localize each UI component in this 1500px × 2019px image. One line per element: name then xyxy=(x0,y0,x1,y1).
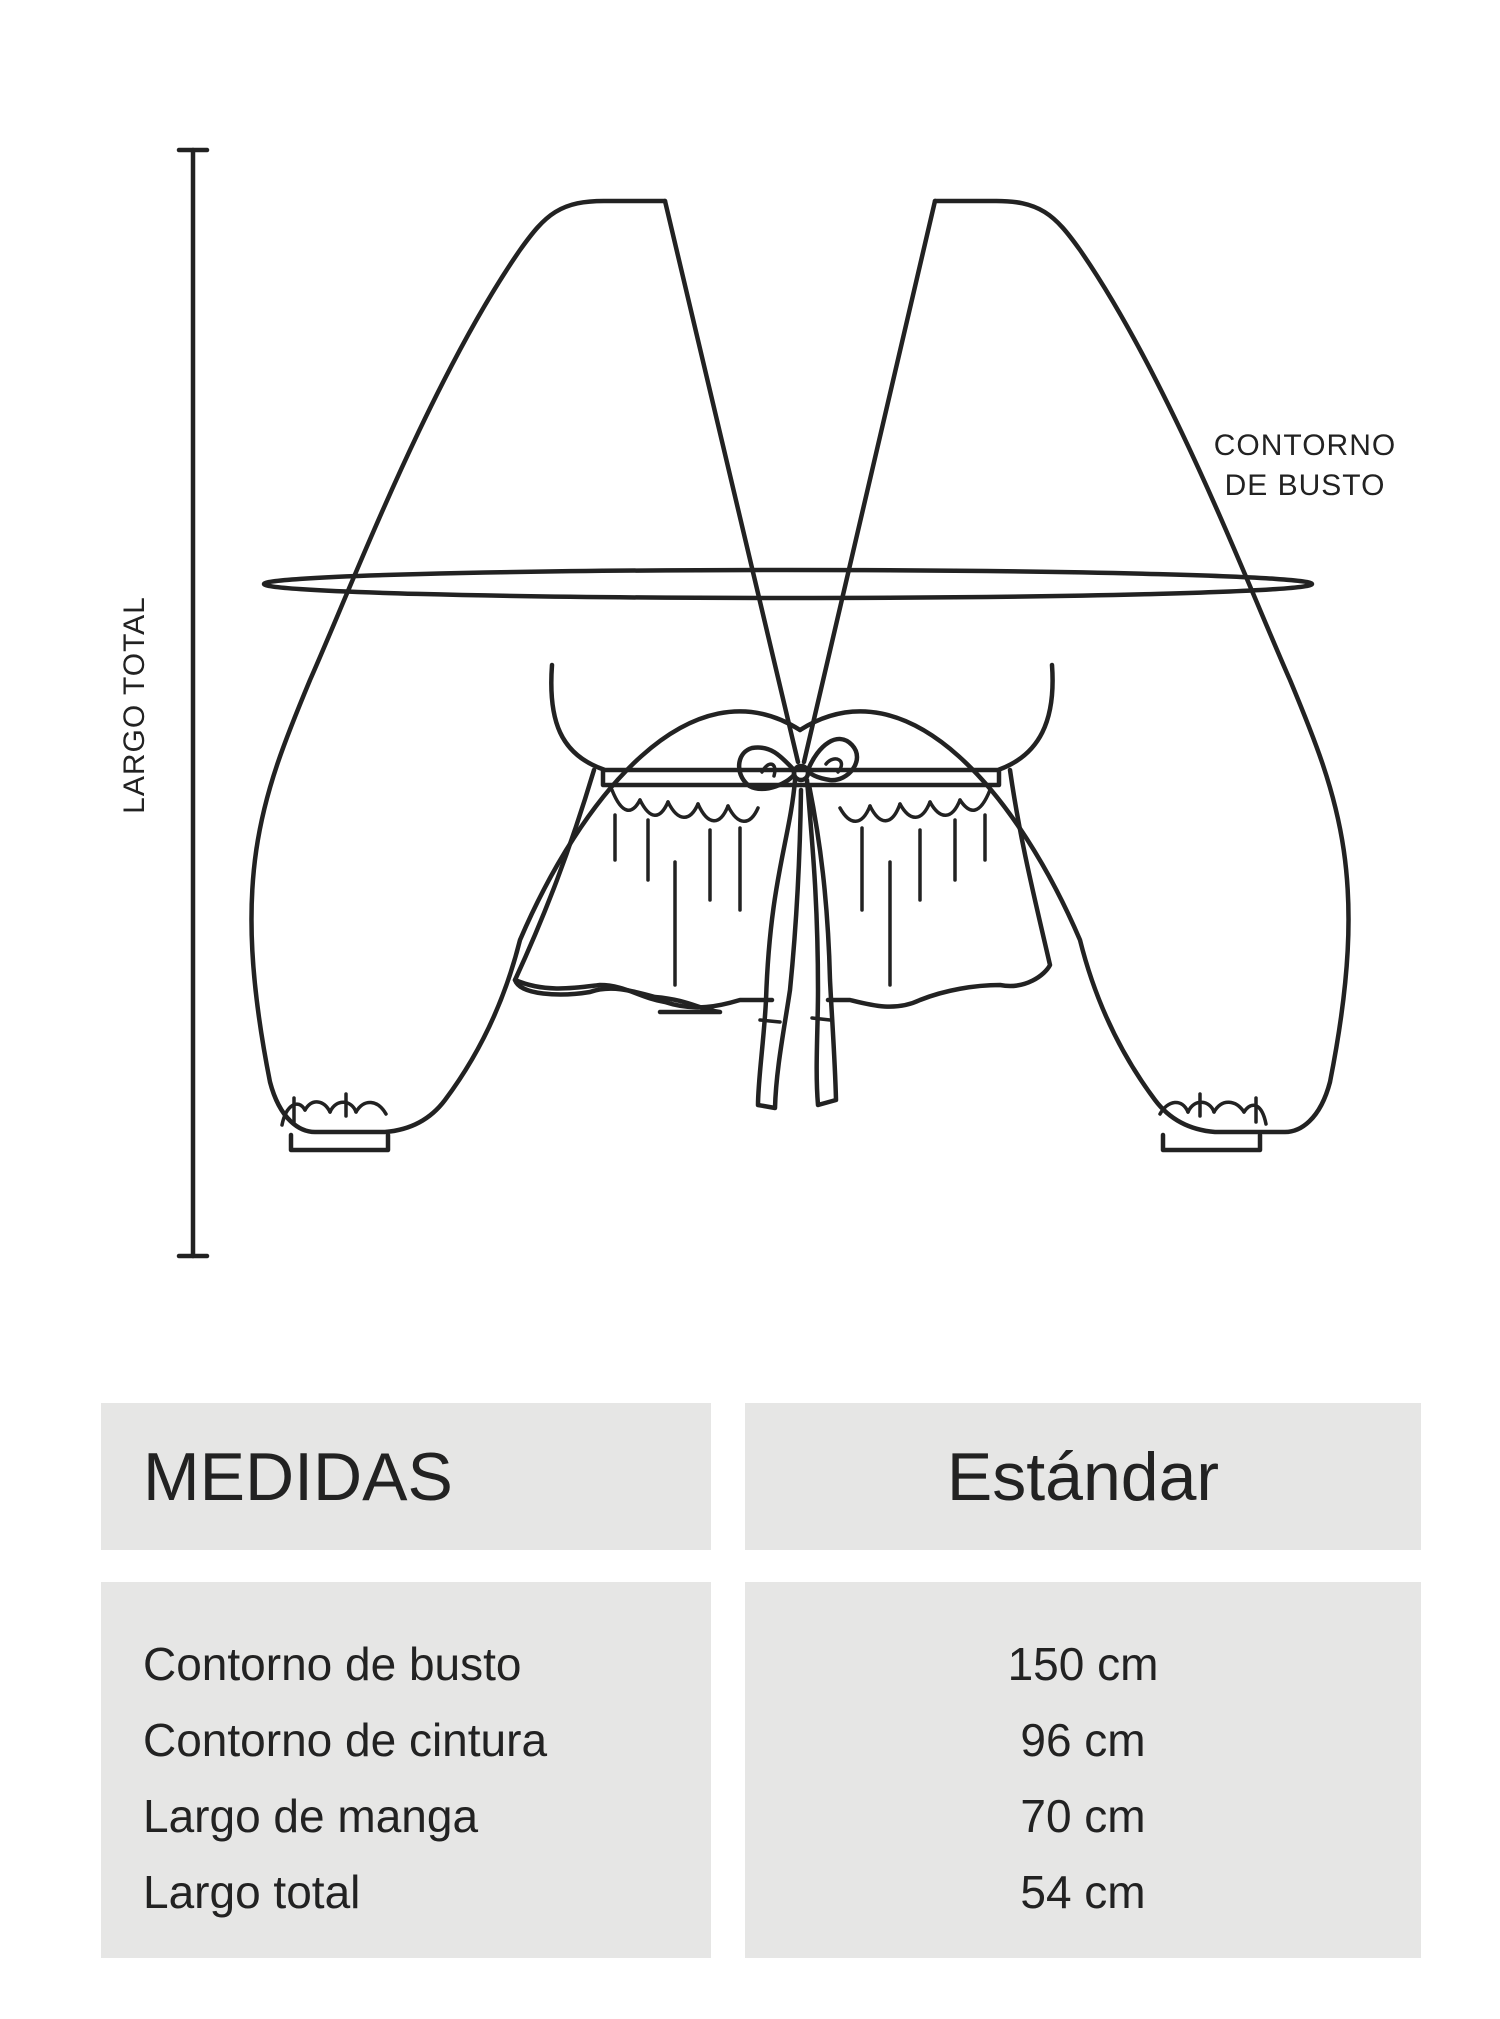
bodice-back xyxy=(551,665,1052,770)
measures-header: MEDIDAS xyxy=(143,1439,453,1515)
measure-value-waist: 96 cm xyxy=(1020,1714,1146,1766)
bust-contour-label xyxy=(1170,426,1440,506)
measure-names-list xyxy=(101,1626,711,1930)
measure-value-total-length: 54 cm xyxy=(1020,1866,1146,1918)
length-dimension-line xyxy=(179,150,207,1256)
measure-name-waist: Contorno de cintura xyxy=(143,1714,548,1766)
bust-label-line2: DE BUSTO xyxy=(1224,469,1386,502)
measures-header-cell xyxy=(101,1403,711,1550)
bust-measure-ellipse xyxy=(264,570,1312,598)
bow xyxy=(739,739,857,1108)
left-sleeve-inner xyxy=(665,201,798,762)
measure-value-sleeve: 70 cm xyxy=(1020,1790,1146,1842)
measure-values-cell xyxy=(745,1582,1421,1958)
measure-names-cell xyxy=(101,1582,711,1958)
left-cuff xyxy=(291,1135,388,1150)
measure-name-total-length: Largo total xyxy=(143,1866,361,1918)
size-header-cell xyxy=(745,1403,1421,1550)
measure-values-list xyxy=(745,1626,1421,1930)
measure-value-bust: 150 cm xyxy=(1007,1638,1159,1690)
right-sleeve xyxy=(800,201,1349,1132)
measure-name-sleeve: Largo de manga xyxy=(143,1790,479,1842)
measure-name-bust: Contorno de busto xyxy=(143,1638,522,1690)
bust-label-line1: CONTORNO xyxy=(1213,429,1397,462)
total-length-label: LARGO TOTAL xyxy=(118,596,151,814)
peplum xyxy=(515,770,720,1012)
left-sleeve xyxy=(251,201,800,1132)
size-header: Estándar xyxy=(946,1439,1220,1515)
right-cuff xyxy=(1163,1135,1260,1150)
left-cuff-gathers xyxy=(282,1094,386,1125)
right-sleeve-inner xyxy=(804,201,935,762)
